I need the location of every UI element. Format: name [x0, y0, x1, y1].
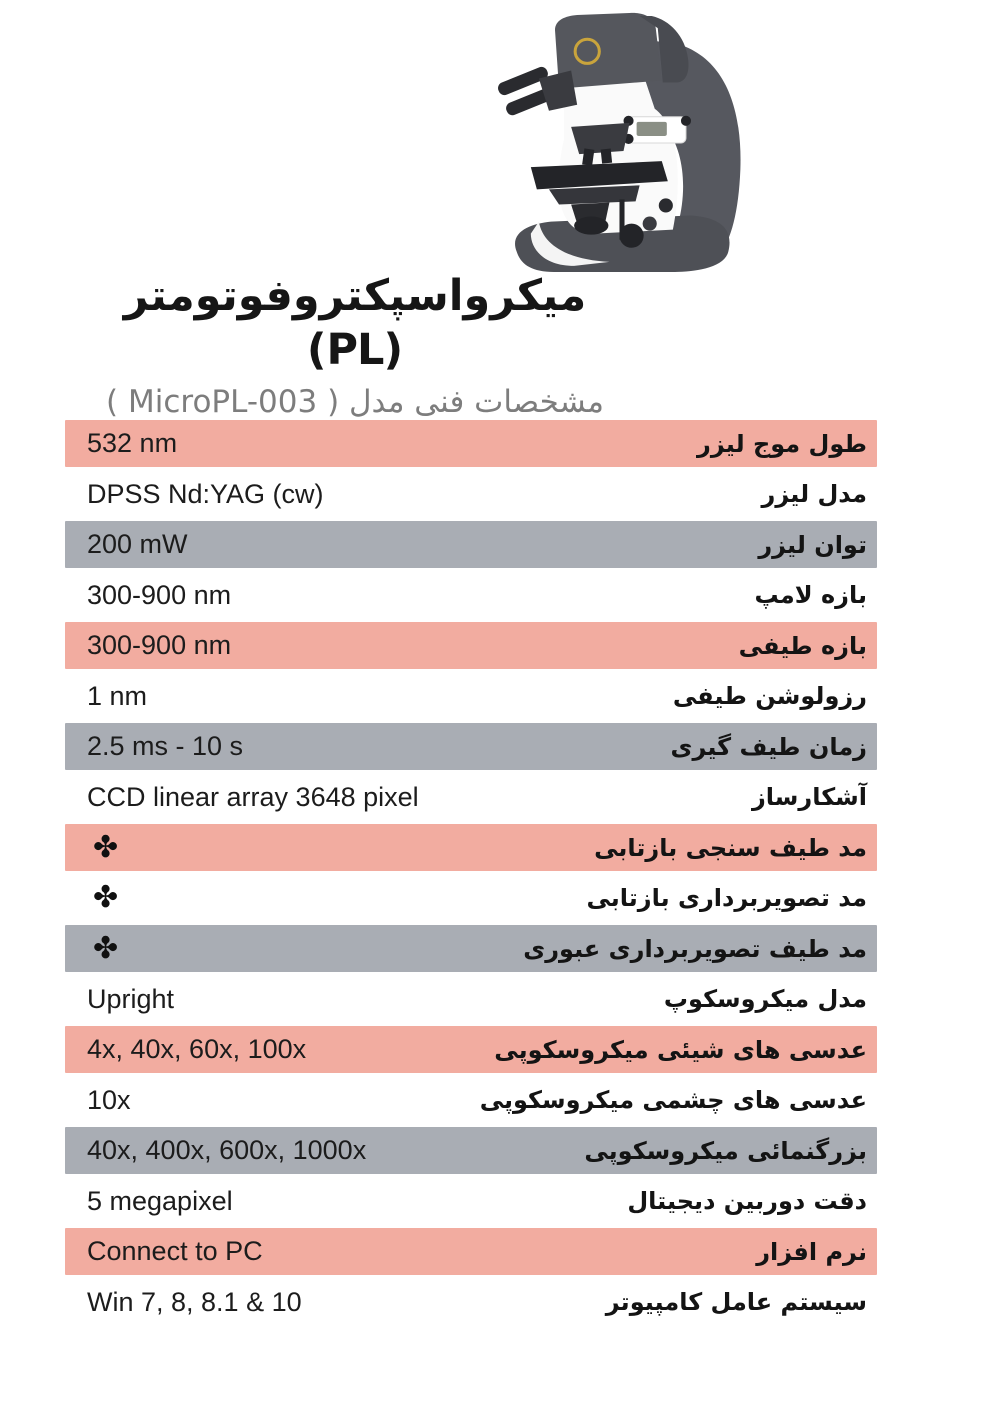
spec-label: سیستم عامل کامپیوتر [605, 1288, 867, 1316]
spec-row [65, 1279, 877, 1326]
spec-row [65, 622, 877, 669]
spec-label: مد طیف سنجی بازتابی [594, 833, 867, 862]
spec-row [65, 723, 877, 770]
spec-row [65, 420, 877, 467]
spec-value: 1 nm [87, 680, 148, 711]
spec-label: مد طیف تصویربرداری عبوری [523, 934, 867, 963]
spec-label: بزرگنمائی میکروسکوپی [584, 1136, 867, 1165]
spec-row [65, 572, 877, 619]
spec-value: 2.5 ms - 10 s [87, 731, 244, 761]
spec-label: نرم افزار [756, 1237, 867, 1266]
spec-label: مدل میکروسکوپ [663, 985, 867, 1013]
spec-label: عدسی های چشمی میکروسکوپی [479, 1086, 867, 1114]
spec-value: 532 nm [87, 428, 178, 458]
spec-value: 200 mW [87, 529, 188, 559]
microscope-illustration-svg [478, 8, 766, 278]
header-block [100, 270, 610, 422]
spec-value: 300-900 nm [87, 579, 232, 610]
spec-table [65, 420, 877, 1329]
spec-label: مد تصویربرداری بازتابی [586, 884, 867, 912]
spec-row [65, 1127, 877, 1174]
spec-value: Win 7, 8, 8.1 & 10 [87, 1286, 302, 1317]
spec-label: بازه طیفی [738, 631, 867, 660]
spec-label: بازه لامپ [754, 581, 867, 609]
spec-value: 10x [87, 1084, 131, 1115]
check-icon: ✤ [93, 880, 119, 915]
check-icon: ✤ [93, 829, 119, 865]
spec-value: Upright [87, 983, 175, 1014]
page-subtitle: مشخصات فنی مدل ( MicroPL-003 ) [106, 383, 604, 420]
microscope-display-panel [624, 116, 692, 144]
page-title: میکرواسپکتروفوتومتر (PL) [123, 271, 587, 375]
spec-label: دقت دوربین دیجیتال [627, 1187, 867, 1215]
spec-row [65, 521, 877, 568]
spec-row [65, 1228, 877, 1275]
spec-row [65, 976, 877, 1023]
spec-row [65, 925, 877, 972]
spec-value: 5 megapixel [87, 1185, 233, 1216]
spec-row [65, 673, 877, 720]
spec-row [65, 824, 877, 871]
spec-row [65, 875, 877, 922]
check-icon: ✤ [93, 930, 119, 966]
spec-label: رزولوشن طیفی [672, 682, 867, 710]
spec-value: 300-900 nm [87, 630, 232, 660]
microscope-image [478, 8, 766, 278]
spec-value: 4x, 40x, 60x, 100x [87, 1034, 307, 1064]
spec-value: Connect to PC [87, 1236, 263, 1266]
spec-label: عدسی های شیئی میکروسکوپی [494, 1035, 867, 1064]
spec-row [65, 774, 877, 821]
spec-row [65, 1178, 877, 1225]
spec-label: زمان طیف گیری [670, 732, 867, 761]
spec-label: توان لیزر [758, 530, 867, 559]
spec-label: مدل لیزر [761, 480, 867, 508]
spec-row [65, 1077, 877, 1124]
spec-row [65, 1026, 877, 1073]
spec-value: CCD linear array 3648 pixel [87, 781, 419, 812]
spec-label: آشکارساز [751, 783, 867, 811]
spec-value: DPSS Nd:YAG (cw) [87, 478, 324, 509]
spec-value: 40x, 400x, 600x, 1000x [87, 1135, 367, 1165]
spec-row [65, 471, 877, 518]
spec-label: طول موج لیزر [697, 429, 867, 458]
